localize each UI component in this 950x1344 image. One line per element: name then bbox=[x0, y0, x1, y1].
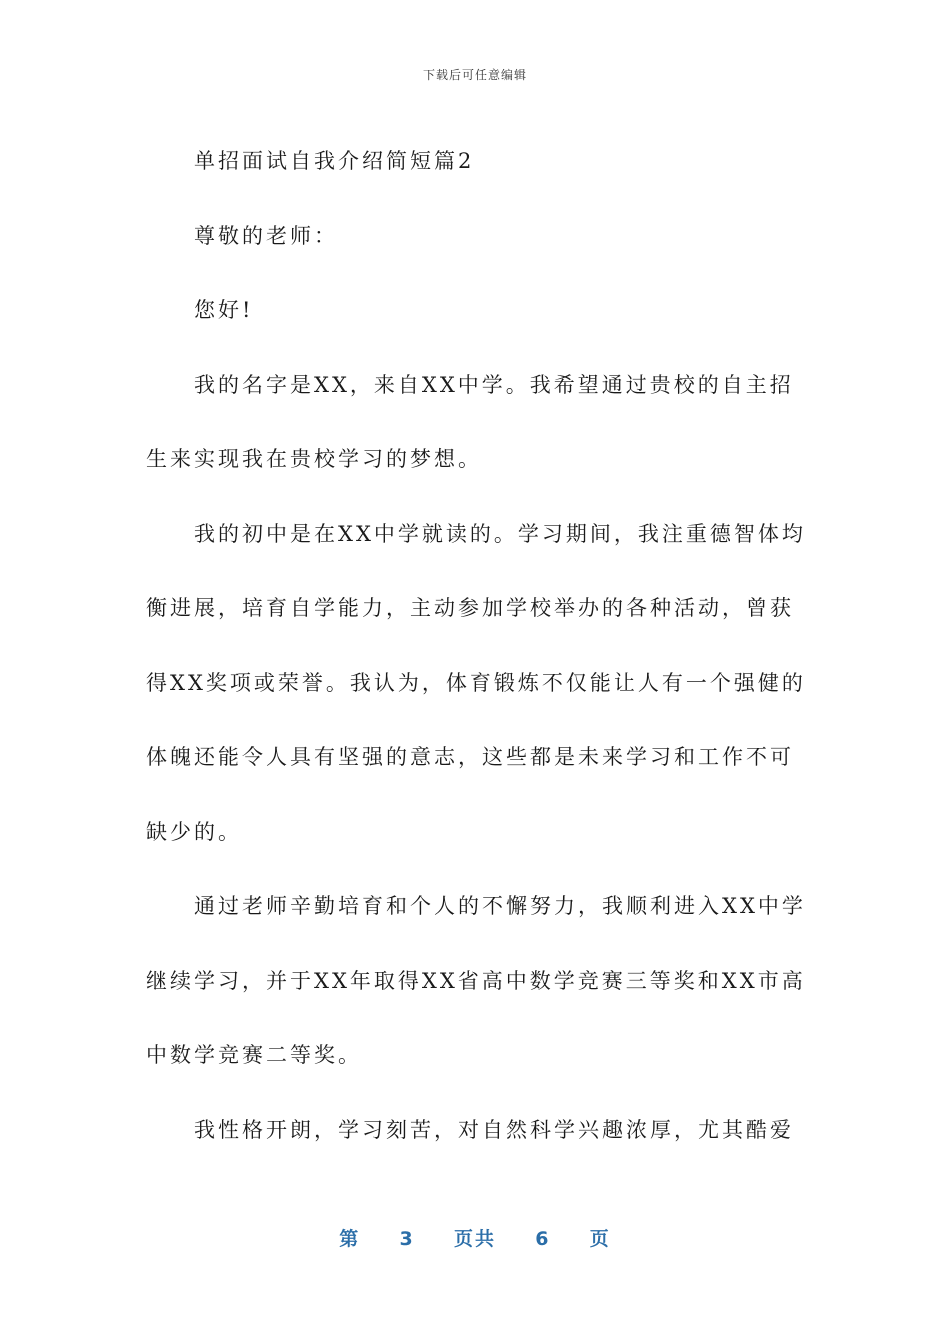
document-body bbox=[146, 124, 806, 1167]
page-suffix: 页 bbox=[589, 1228, 611, 1250]
paragraph-intro: 我的名字是XX，来自XX中学。我希望通过贵校的自主招生来实现我在贵校学习的梦想。 bbox=[146, 372, 794, 471]
salutation: 尊敬的老师： bbox=[194, 223, 338, 248]
page-mid: 页共 bbox=[453, 1228, 496, 1250]
header-note: 下载后可任意编辑 bbox=[422, 68, 527, 82]
document-heading: 单招面试自我介绍简短篇2 bbox=[194, 149, 475, 173]
page-prefix: 第 bbox=[339, 1228, 361, 1250]
current-page: 3 bbox=[399, 1228, 415, 1250]
paragraph-junior-school: 我的初中是在XX中学就读的。学习期间，我注重德智体均衡进展，培育自学能力，主动参加学校举办的各种活动，曾获得XX奖项或荣誉。我认为，体育锻炼不仅能让人有一个强健的体魄还能令人具有坚强的意志，这些都是未来学习和工作不可缺少的。 bbox=[146, 521, 806, 844]
paragraph-achievements: 通过老师辛勤培育和个人的不懈努力，我顺利进入XX中学继续学习，并于XX年取得XX省高中数学竞赛三等奖和XX市高中数学竞赛二等奖。 bbox=[146, 894, 806, 1067]
page-number-footer bbox=[0, 1224, 950, 1251]
greeting: 您好! bbox=[194, 298, 254, 322]
paragraph-personality: 我性格开朗，学习刻苦，对自然科学兴趣浓厚，尤其酷爱 bbox=[194, 1117, 794, 1142]
total-pages: 6 bbox=[535, 1228, 551, 1250]
